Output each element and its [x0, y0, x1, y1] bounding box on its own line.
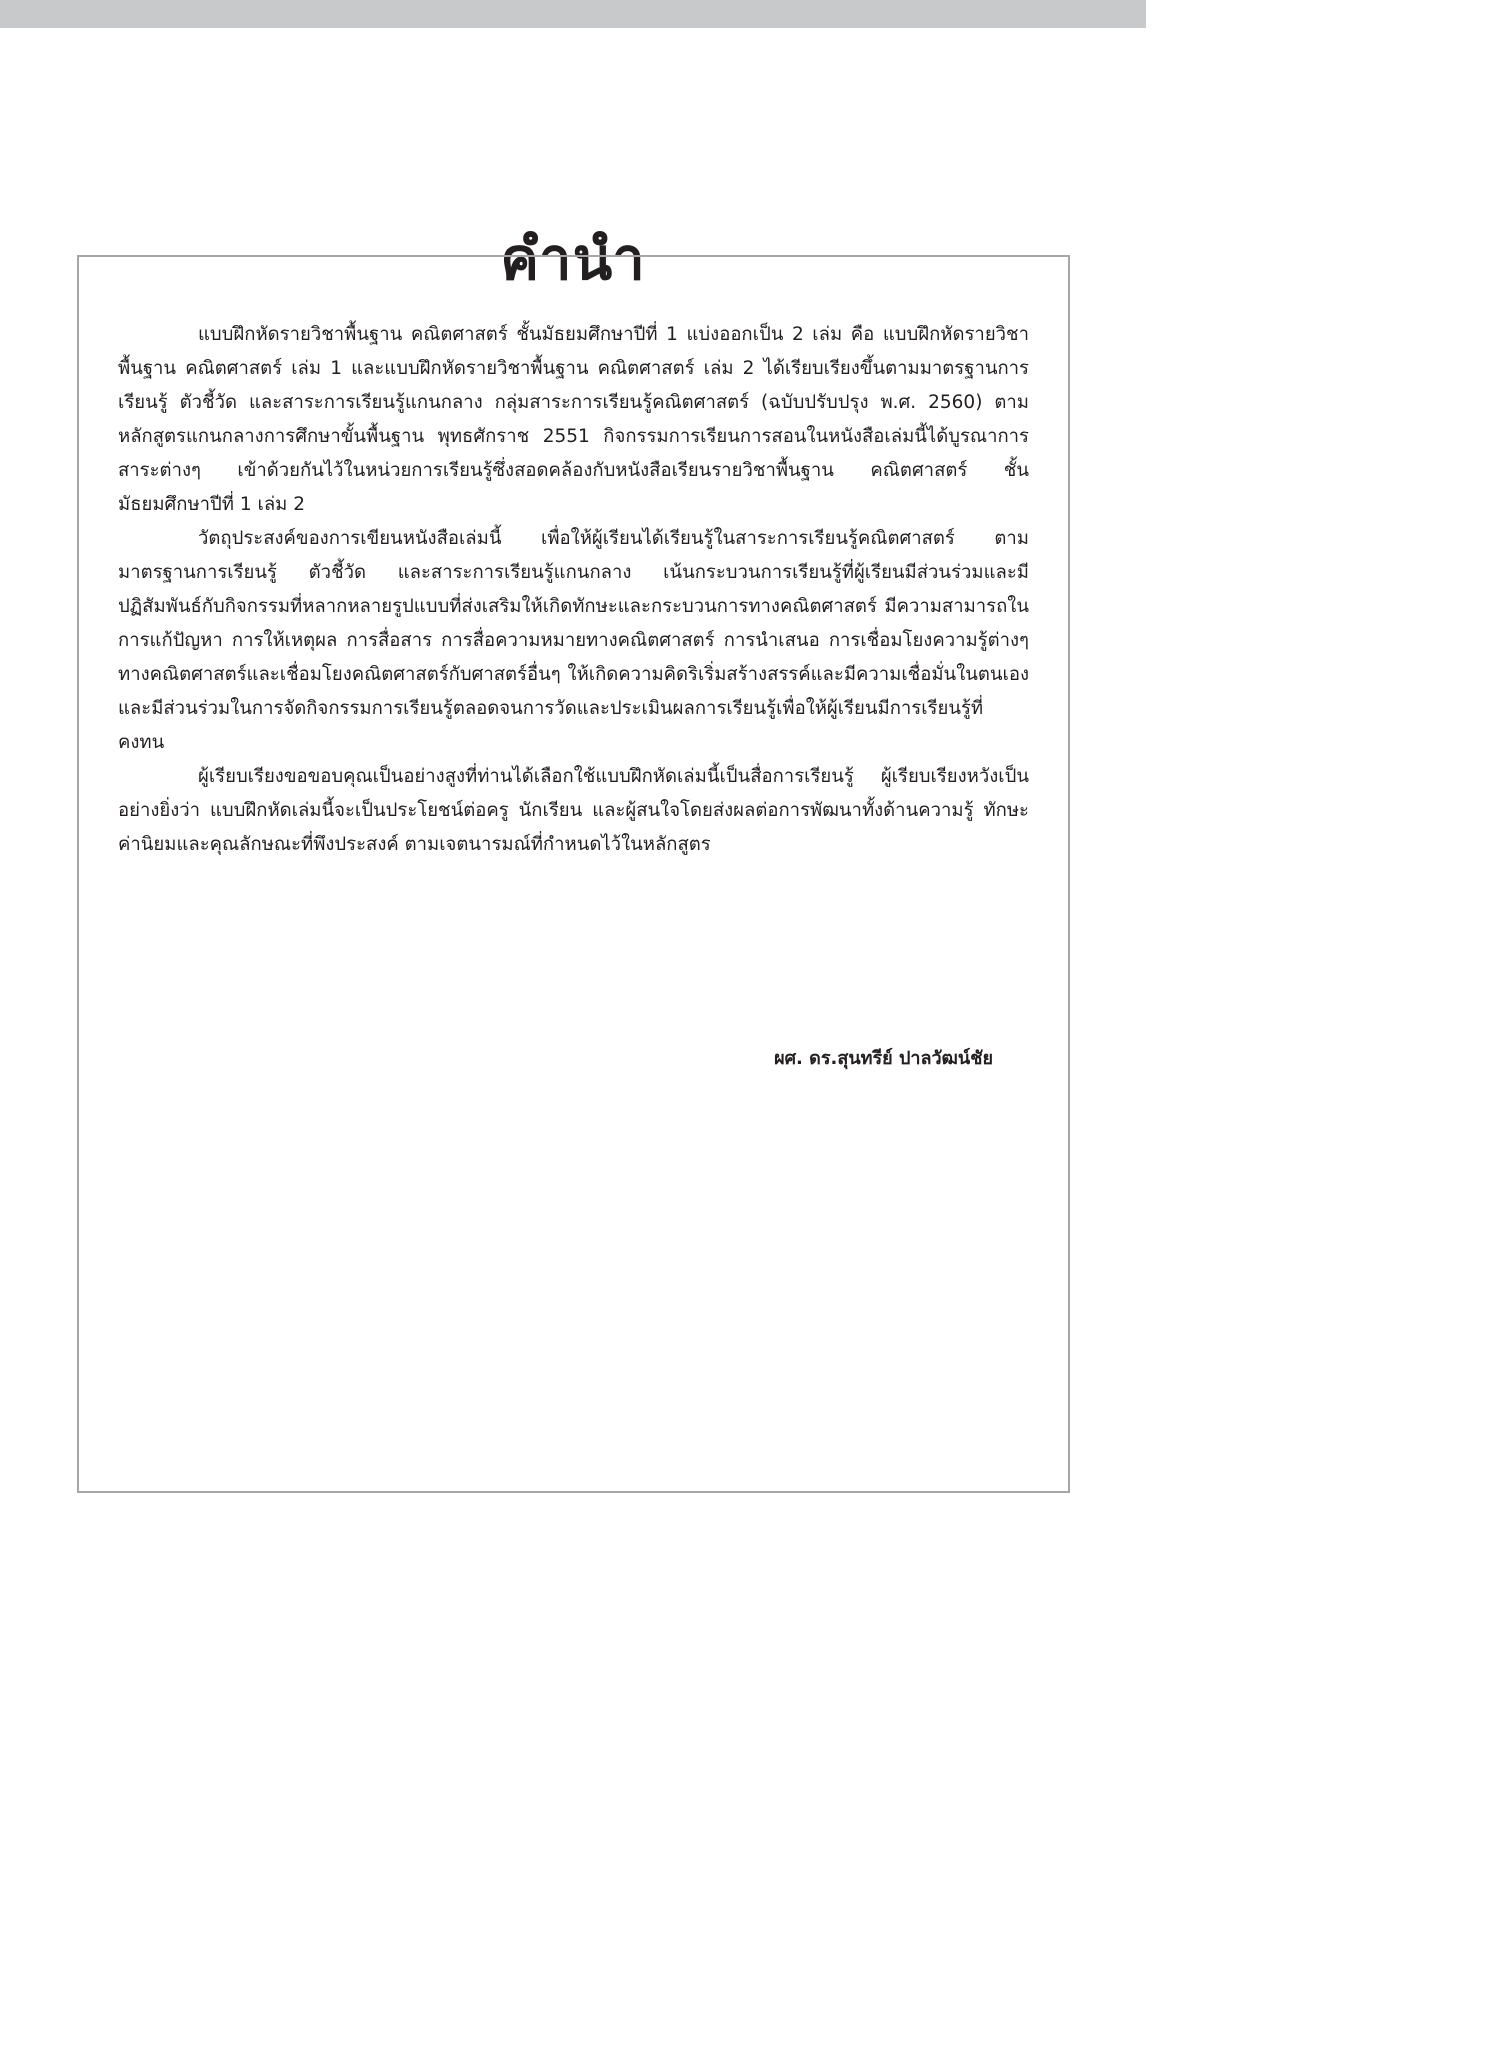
preface-body	[118, 318, 1029, 862]
top-gray-band	[0, 0, 1146, 28]
page-title: คำนำ	[500, 224, 646, 293]
author-signature: ผศ. ดร.สุนทรีย์ ปาลวัฒน์ชัย	[774, 1048, 993, 1069]
paragraph-1: แบบฝึกหัดรายวิชาพื้นฐาน คณิตศาสตร์ ชั้นมัธยมศึกษาปีที่ 1 แบ่งออกเป็น 2 เล่ม คือ แบบฝึกหัดรายวิชาพื้นฐาน คณิตศาสตร์ เล่ม 1 และแบบฝึกหัดรายวิชาพื้นฐาน คณิตศาสตร์ เล่ม 2 ได้เรียบเรียงขึ้นตามมาตรฐานการเรียนรู้ ตัวชี้วัด และสาระการเรียนรู้แกนกลาง กลุ่มสาระการเรียนรู้คณิตศาสตร์ (ฉบับปรับปรุง พ.ศ. 2560) ตามหลักสูตรแกนกลางการศึกษาขั้นพื้นฐาน พุทธศักราช 2551 กิจกรรมการเรียนการสอนในหนังสือเล่มนี้ได้บูรณาการสาระต่างๆ เข้าด้วยกันไว้ในหน่วยการเรียนรู้ซึ่งสอดคล้องกับหนังสือเรียนรายวิชาพื้นฐาน คณิตศาสตร์ ชั้นมัธยมศึกษาปีที่ 1 เล่ม 2	[118, 324, 1029, 515]
paragraph-2: วัตถุประสงค์ของการเขียนหนังสือเล่มนี้ เพื่อให้ผู้เรียนได้เรียนรู้ในสาระการเรียนรู้คณิตศาสตร์ ตามมาตรฐานการเรียนรู้ ตัวชี้วัด และสาระการเรียนรู้แกนกลาง เน้นกระบวนการเรียนรู้ที่ผู้เรียนมีส่วนร่วมและมีปฏิสัมพันธ์กับกิจกรรมที่หลากหลายรูปแบบที่ส่งเสริมให้เกิดทักษะและกระบวนการทางคณิตศาสตร์ มีความสามารถในการแก้ปัญหา การให้เหตุผล การสื่อสาร การสื่อความหมายทางคณิตศาสตร์ การนำเสนอ การเชื่อมโยงความรู้ต่างๆ ทางคณิตศาสตร์และเชื่อมโยงคณิตศาสตร์กับศาสตร์อื่นๆ ให้เกิดความคิดริเริ่มสร้างสรรค์และมีความเชื่อมั่นในตนเอง และมีส่วนร่วมในการจัดกิจกรรมการเรียนรู้ตลอดจนการวัดและประเมินผลการเรียนรู้เพื่อให้ผู้เรียนมีการเรียนรู้ที่คงทน	[118, 528, 1029, 753]
paragraph-3: ผู้เรียบเรียงขอขอบคุณเป็นอย่างสูงที่ท่านได้เลือกใช้แบบฝึกหัดเล่มนี้เป็นสื่อการเรียนรู้ ผู้เรียบเรียงหวังเป็นอย่างยิ่งว่า แบบฝึกหัดเล่มนี้จะเป็นประโยชน์ต่อครู นักเรียน และผู้สนใจโดยส่งผลต่อการพัฒนาทั้งด้านความรู้ ทักษะ ค่านิยมและคุณลักษณะที่พึงประสงค์ ตามเจตนารมณ์ที่กำหนดไว้ในหลักสูตร	[118, 766, 1029, 855]
